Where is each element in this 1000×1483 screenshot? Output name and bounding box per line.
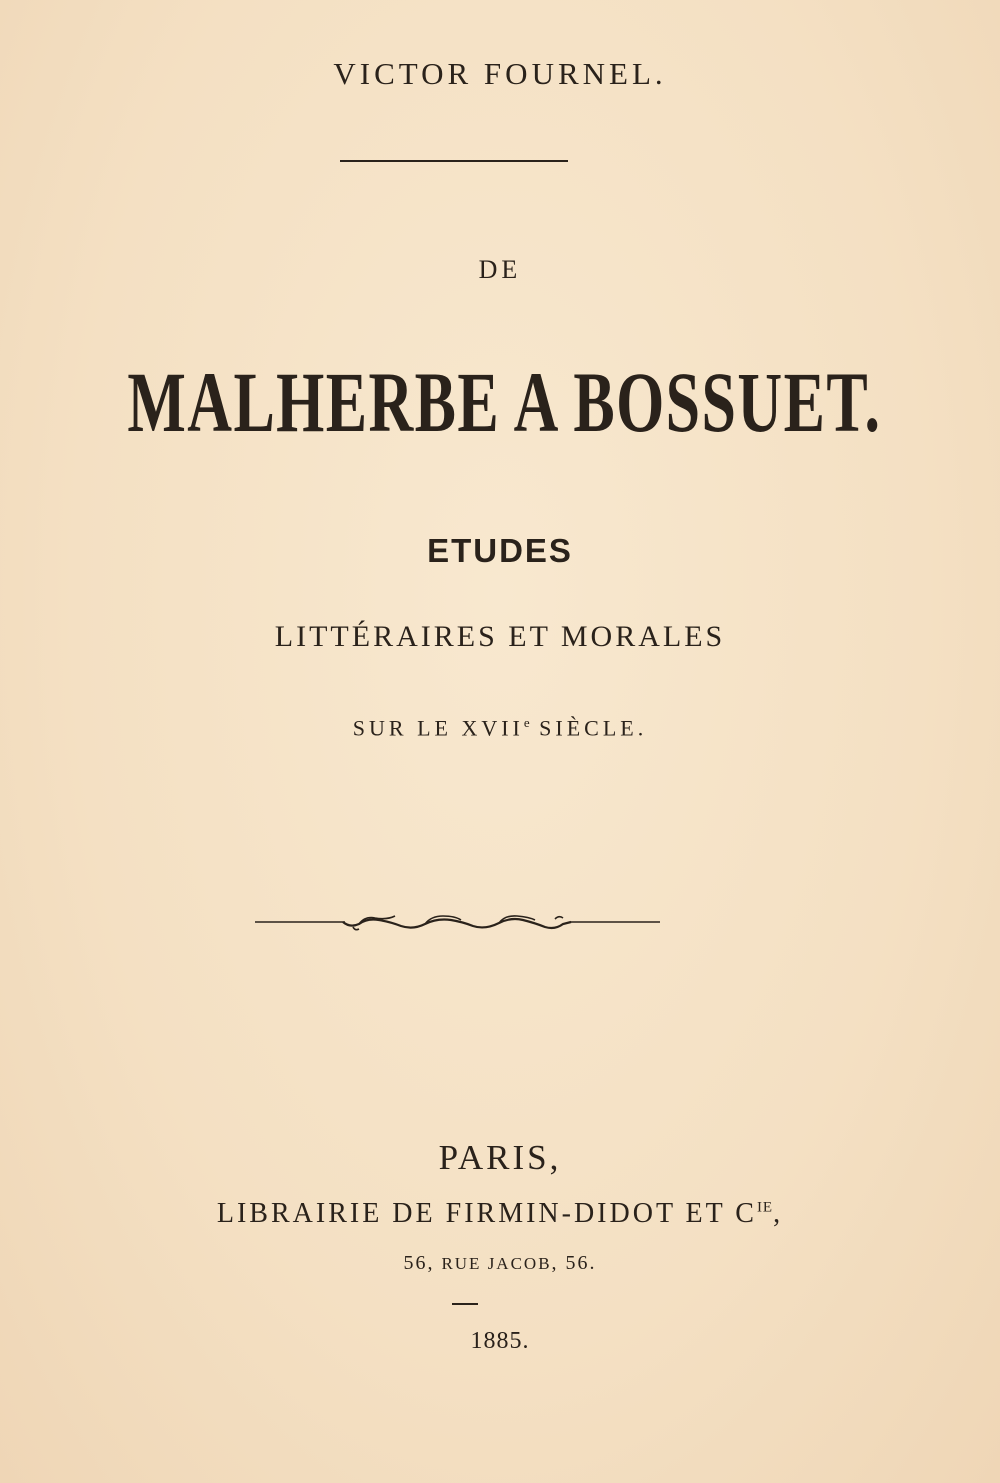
address-number-1: 56, [403, 1252, 442, 1274]
imprint-short-rule [452, 1303, 478, 1305]
subtitle-line-2-prefix: SUR LE XVII [352, 715, 524, 741]
publisher-superscript: IE [756, 1199, 774, 1216]
title-preposition: DE [478, 255, 522, 284]
publisher-comma: , [773, 1198, 784, 1229]
publisher-name: LIBRAIRIE DE FIRMIN-DIDOT ET C [216, 1198, 757, 1229]
imprint-address [0, 1252, 1000, 1275]
subtitle-line-2-suffix: SIÈCLE. [529, 715, 648, 741]
subtitle-line-1: LITTÉRAIRES ET MORALES [274, 620, 726, 653]
main-title: MALHERBE A BOSSUET. [127, 354, 882, 450]
imprint-publisher [0, 1198, 1000, 1230]
subtitle-line-2 [0, 715, 1000, 741]
subtitle-line-2-superscript: e [523, 715, 530, 730]
imprint-city: PARIS, [438, 1138, 562, 1177]
ornament-divider-icon [255, 906, 660, 936]
publication-year: 1885. [470, 1328, 530, 1354]
top-rule [340, 160, 568, 162]
address-number-2: , 56. [551, 1252, 597, 1274]
author-name: VICTOR FOURNEL. [333, 56, 667, 91]
subtitle-label: ETUDES [427, 532, 573, 569]
address-street: RUE JACOB [441, 1254, 552, 1273]
